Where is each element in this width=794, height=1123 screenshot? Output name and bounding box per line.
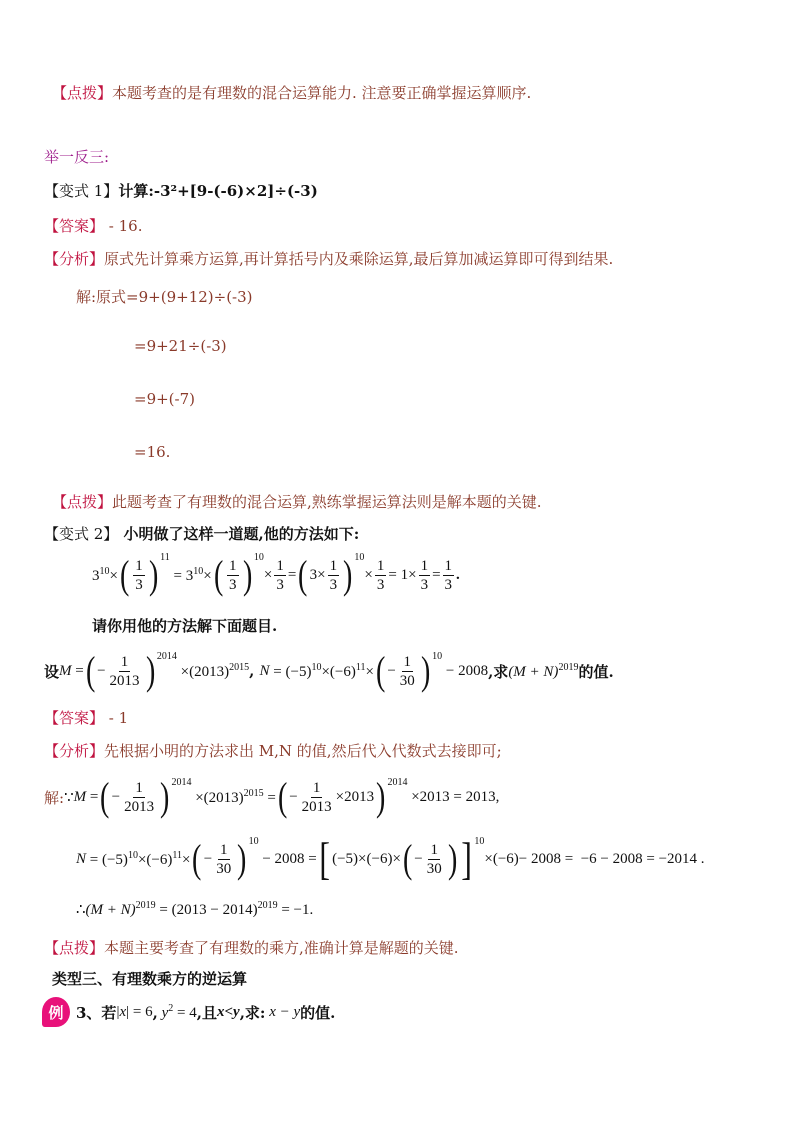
variant-expression: -3²+[9-(-6)×2]÷(-3) [153, 182, 318, 200]
analysis-label: 【分析】 [44, 250, 105, 268]
variant-text: 小明做了这样一道题,他的方法如下: [118, 525, 360, 543]
solution-1-line-4: =16. [134, 443, 171, 461]
solution-2-n: N = $(-5)^{10}\times(-6)^{11}\times$ ( − $\frac{1}{30}$ ) $^{10}$ − 2008 = [ (−5)×(−6)× ( − $\frac{1}{30}$ ) ] $^{10}$ ×(−6)− 2008 = −6 − 2008 = −2014 . [76, 833, 705, 884]
analysis-text: 原式先计算乘方运算,再计算括号内及乘除运算,最后算加减运算即可得到结果. [104, 250, 614, 268]
example-end: 的值. [300, 1004, 336, 1022]
solution-1-line-1: 解:原式=9+(9+12)÷(-3) [76, 288, 253, 306]
problem-definition: 设 M = ( − $\frac{1}{2013}$ ) $^{2014}$ $\times(2013)^{2015}$ , N = $(-5)^{10}\times(-6)^{11}\times$ ( − $\frac{1}{30}$ ) $^{10}$ − 2008 ,求 $(M + N)^{2019}$ 的值. [44, 648, 614, 693]
variant-prompt: 计算: [118, 182, 154, 200]
type-heading: 类型三、有理数乘方的逆运算 [52, 970, 248, 988]
m-definition: M = ( − $\frac{1}{2013}$ ) $^{2014}$ $\times(2013)^{2015}$ [59, 648, 250, 693]
solution-label: 解: [44, 788, 65, 807]
tip-3 [44, 937, 459, 958]
variant-label: 【变式 2】 [44, 525, 119, 543]
variant-1 [44, 180, 318, 201]
solution-2-conclusion: ∴(M + $N)^{2019} = (2013 - 2014)^{2019} = -1$. [76, 900, 314, 918]
solution-2-m: 解: ∵ M = ( − $\frac{1}{2013}$ ) $^{2014}$ $\times(2013)^{2015}$ = ( − $\frac{1}{2013}$ ×2013 ) $^{2014}$ ×2013 = 2013 , [44, 774, 500, 819]
example-sep: ,且 [196, 1004, 217, 1022]
answer-1 [44, 215, 142, 236]
n-definition: N = $(-5)^{10}\times(-6)^{11}\times$ ( − $\frac{1}{30}$ ) $^{10}$ − 2008 [259, 648, 489, 693]
answer-text: - 16. [104, 217, 143, 235]
example-sep: ,求: [239, 1004, 266, 1022]
variant-2 [44, 523, 359, 544]
analysis-1 [44, 248, 613, 269]
tip-text: 本题考查的是有理数的混合运算能力. 注意要正确掌握运算顺序. [112, 84, 532, 102]
tip-label: 【点拨】 [52, 493, 113, 511]
example-sep: , [152, 1003, 158, 1022]
tip-label: 【点拨】 [52, 84, 113, 102]
answer-text: - 1 [104, 709, 129, 727]
tip-1 [52, 82, 531, 103]
solution-1-line-2: =9+21÷(-3) [134, 337, 227, 355]
answer-label: 【答案】 [44, 217, 105, 235]
answer-label: 【答案】 [44, 709, 105, 727]
example-text: 3、若 [76, 1004, 117, 1022]
example-3: 3、若 |x| = 6 , $y^2 = 4$ ,且 x<y ,求: x − y 的值. [76, 1003, 336, 1022]
ask-label: ,求 [488, 662, 509, 681]
answer-2 [44, 707, 128, 728]
tip-text: 本题主要考查了有理数的乘方,准确计算是解题的关键. [104, 939, 459, 957]
analysis-label: 【分析】 [44, 742, 105, 760]
method-formula: $3^{10}\times$ ( $\frac{1}{3}$ ) $^{11}$ = $3^{10}\times$ ( $\frac{1}{3}$ ) $^{10}$ × $\frac{1}{3}$ = ( 3× $\frac{1}{3}$ ) $^{10}$ × $\frac{1}{3}$ = 1× $\frac{1}{3}$ = $\frac{1}{3}$ . [92, 552, 460, 597]
example-badge: 例 [42, 997, 70, 1027]
solution-1-line-3: =9+(-7) [134, 390, 195, 408]
tip-text: 此题考查了有理数的混合运算,熟练掌握运算法则是解本题的关键. [112, 493, 542, 511]
variant-label: 【变式 1】 [44, 182, 119, 200]
analysis-2 [44, 740, 502, 761]
variant-ask: 请你用他的方法解下面题目. [92, 617, 278, 635]
set-label: 设 [44, 662, 60, 681]
end-label: 的值. [578, 662, 614, 681]
tip-2 [52, 491, 542, 512]
analysis-text: 先根据小明的方法求出 M,N 的值,然后代入代数式去接即可; [104, 742, 502, 760]
section-heading: 举一反三: [44, 148, 110, 166]
tip-label: 【点拨】 [44, 939, 105, 957]
